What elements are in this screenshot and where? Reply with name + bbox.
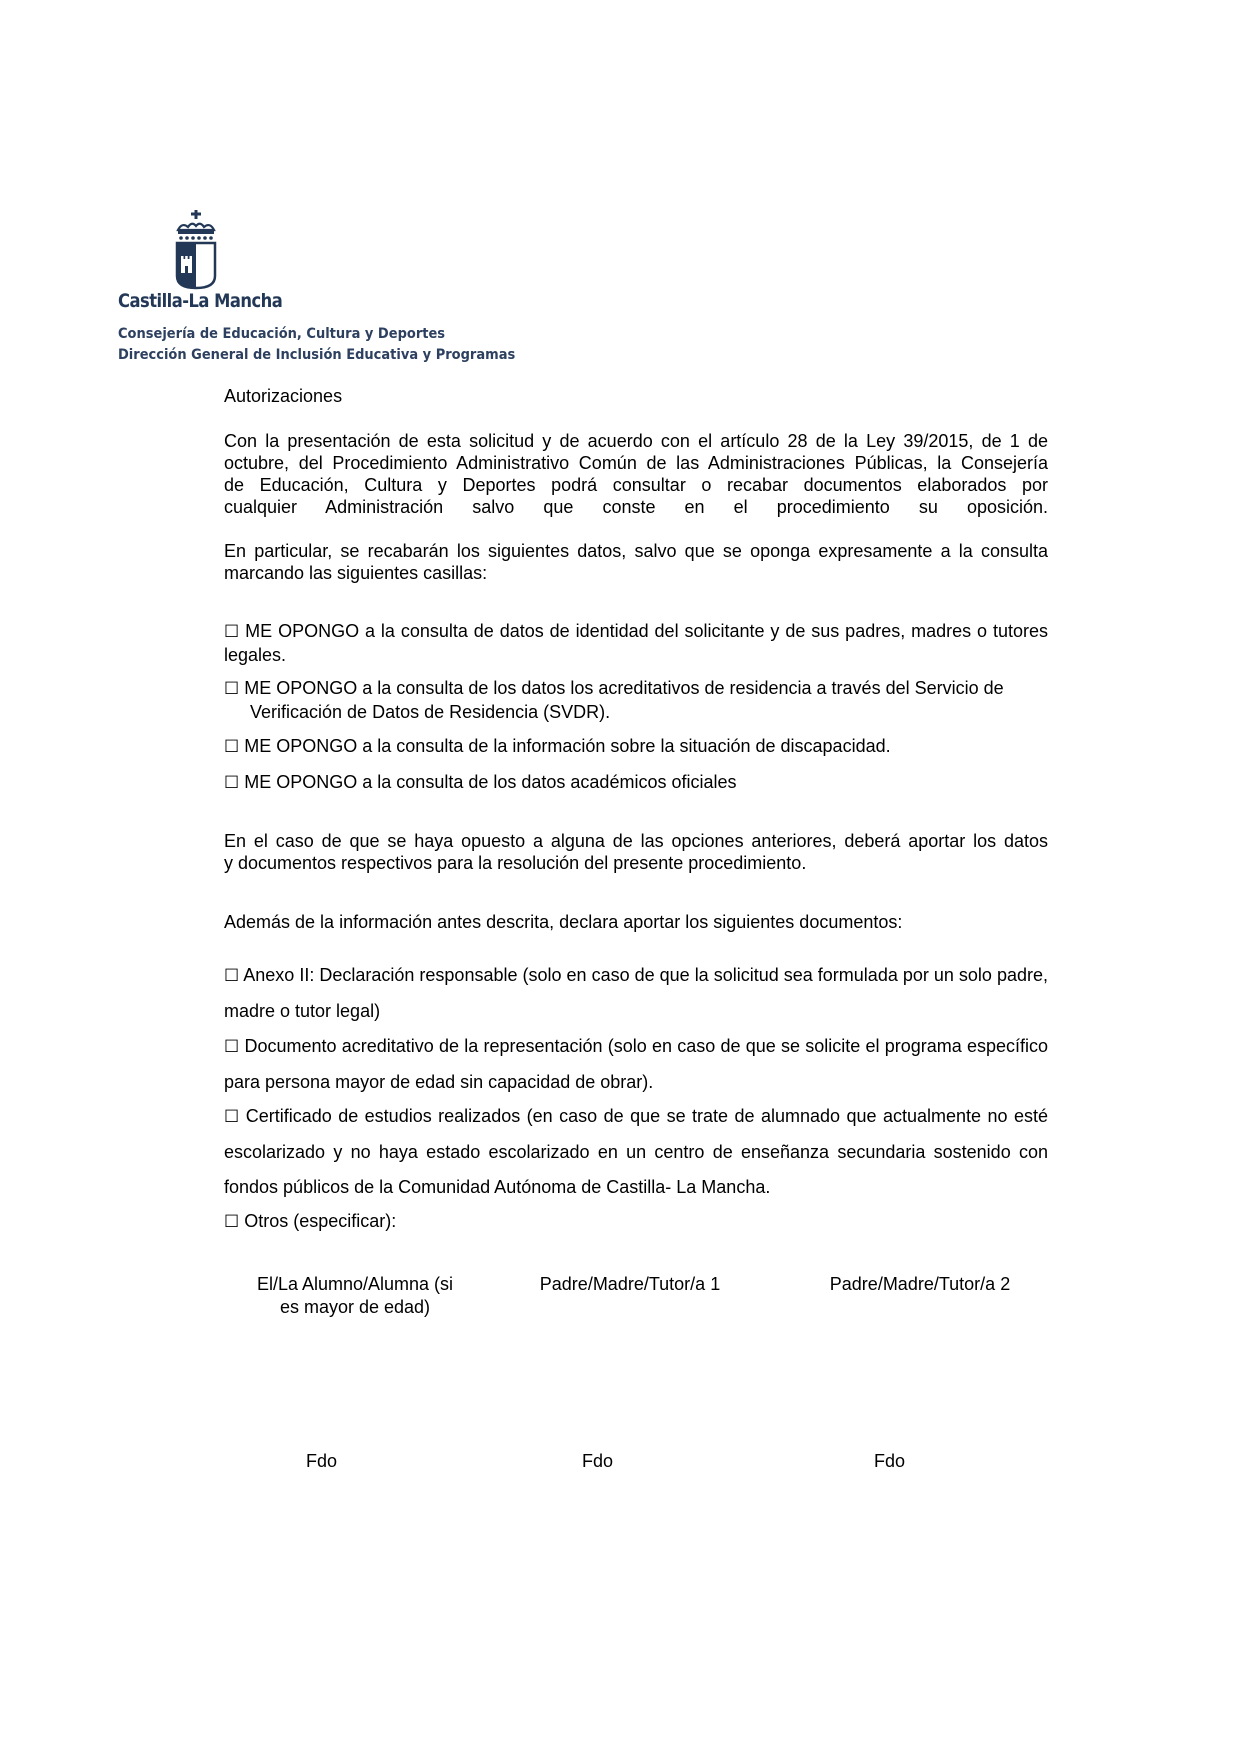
directorate-name: Dirección General de Inclusión Educativa y Programas (118, 347, 516, 363)
intro-line-2: octubre, del Procedimiento Administrativo Común de las Administraciones Públicas, la Consejería (224, 453, 1048, 473)
document-annex-option[interactable] (224, 958, 1048, 1029)
oppose-identity-option[interactable] (224, 620, 1048, 666)
signature-student-line-2: es mayor de edad) (279, 1296, 431, 1317)
checkbox-icon[interactable]: ☐ (224, 1107, 240, 1127)
checkbox-icon[interactable]: ☐ (224, 773, 240, 793)
checkbox-icon[interactable]: ☐ (224, 679, 240, 699)
oppose-disability-option[interactable] (224, 735, 1048, 759)
option-label: ME OPONGO a la consulta de los datos académicos oficiales (244, 772, 737, 792)
oppose-residence-option[interactable] (224, 677, 1048, 723)
castilla-la-mancha-crest-icon (172, 210, 220, 290)
signature-student (240, 1273, 470, 1318)
signature-fdo-student: Fdo (306, 1451, 338, 1471)
declares-intro: Además de la información antes descrita, declara aportar los siguientes documentos: (224, 912, 903, 932)
intro-line-3: de Educación, Cultura y Deportes podrá consultar o recabar documentos elaborados por (224, 475, 1048, 495)
section-title: Autorizaciones (224, 386, 343, 406)
option-label: Documento acreditativo de la representación (solo en caso de que se solicite el programa específico para persona mayor de edad sin capacidad de obrar). (224, 1036, 1048, 1092)
department-name: Consejería de Educación, Cultura y Deportes (118, 326, 446, 342)
signature-fdo-parent-2: Fdo (874, 1451, 906, 1471)
intro-line-4: cualquier Administración salvo que conste en el procedimiento su oposición. (224, 497, 1048, 517)
document-other-option[interactable] (224, 1210, 1048, 1234)
document-representation-option[interactable] (224, 1029, 1048, 1100)
oppose-academic-option[interactable] (224, 771, 1048, 795)
option-label: ME OPONGO a la consulta de la información sobre la situación de discapacidad. (244, 736, 891, 756)
checkbox-icon[interactable]: ☐ (224, 966, 240, 986)
option-label: ME OPONGO a la consulta de datos de identidad del solicitante y de sus padres, madres o tutores legales. (224, 621, 1048, 665)
particular-line-2: marcando las siguientes casillas: (224, 563, 488, 583)
signature-parent-2: Padre/Madre/Tutor/a 2 (829, 1274, 1011, 1294)
checkbox-icon[interactable]: ☐ (224, 1037, 240, 1057)
checkbox-icon[interactable]: ☐ (224, 737, 240, 757)
option-label: Otros (especificar): (244, 1211, 397, 1231)
document-certificate-option[interactable] (224, 1099, 1048, 1205)
option-label: Anexo II: Declaración responsable (solo en caso de que la solicitud sea formulada por un solo padre, madre o tutor legal) (224, 965, 1048, 1021)
signature-parent-1: Padre/Madre/Tutor/a 1 (539, 1274, 721, 1294)
option-label: Certificado de estudios realizados (en caso de que se trate de alumnado que actualmente no esté escolarizado y no haya estado escolarizado en un centro de enseñanza secundaria sostenido con fondos públicos de la Comunidad Autónoma de Castilla- La Mancha. (224, 1106, 1048, 1197)
signature-student-line-1: El/La Alumno/Alumna (si (256, 1274, 454, 1294)
particular-line-1: En particular, se recabarán los siguientes datos, salvo que se oponga expresamente a la consulta (224, 541, 1048, 561)
brand-name: Castilla-La Mancha (118, 290, 283, 312)
opposed-notice-line-2: y documentos respectivos para la resolución del presente procedimiento. (224, 853, 807, 873)
option-label: ME OPONGO a la consulta de los datos los acreditativos de residencia a través del Servicio de Verificación de Datos de Residencia (SVDR). (244, 678, 1004, 722)
signature-fdo-parent-1: Fdo (582, 1451, 614, 1471)
checkbox-icon[interactable]: ☐ (224, 1212, 240, 1232)
opposed-notice-line-1: En el caso de que se haya opuesto a alguna de las opciones anteriores, deberá aportar los datos (224, 831, 1048, 851)
intro-line-1: Con la presentación de esta solicitud y de acuerdo con el artículo 28 de la Ley 39/2015, de 1 de (224, 431, 1048, 451)
checkbox-icon[interactable]: ☐ (224, 622, 240, 642)
